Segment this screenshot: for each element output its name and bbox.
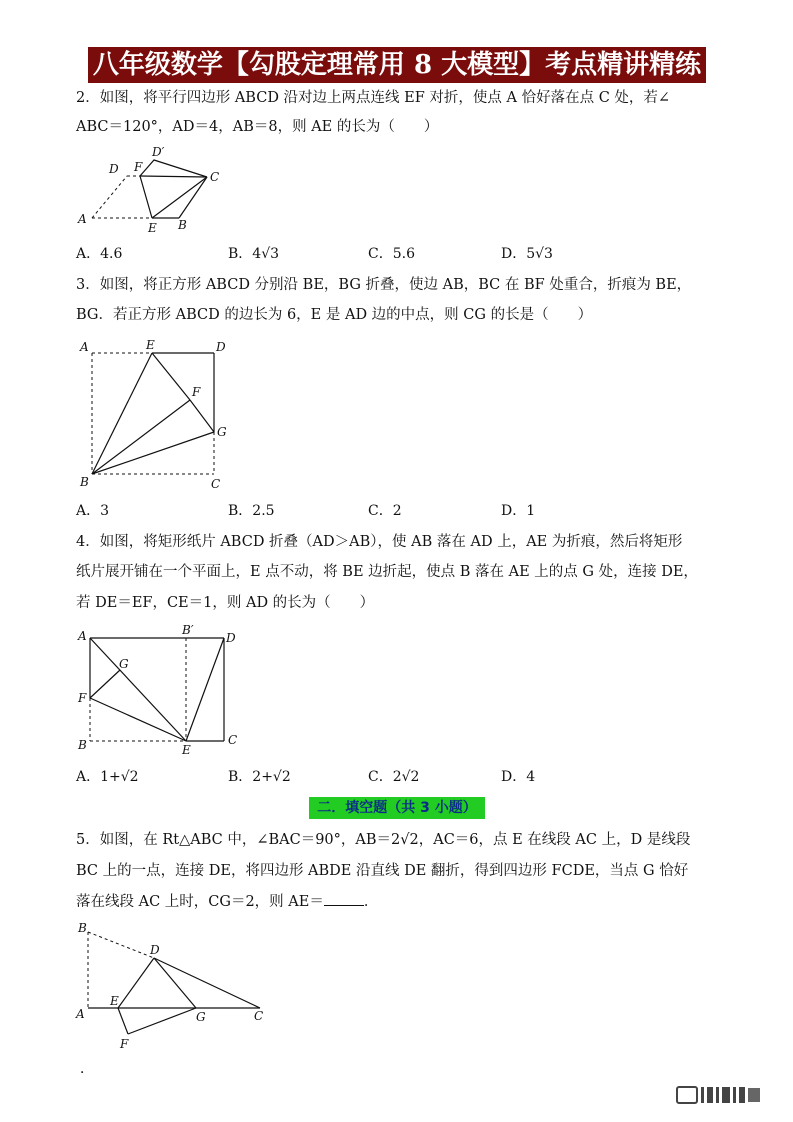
q2-label-f: F: [134, 160, 143, 174]
q5-figure: [72, 918, 272, 1054]
q4-option-c: C．2√2: [368, 769, 420, 785]
answer-blank[interactable]: [324, 891, 364, 906]
q4-label-b-prime: B′: [182, 623, 194, 637]
q3-option-a: A．3: [76, 503, 110, 519]
trailing-dot: ．: [80, 1061, 94, 1077]
q5-label-g: G: [196, 1010, 206, 1024]
q5-text-line3-end: ．: [363, 894, 379, 910]
q5-text-line3-main: 落在线段 AC 上时，CG＝2，则 AE＝: [76, 894, 324, 910]
q3-label-c: C: [211, 477, 221, 491]
q5-label-b: B: [78, 921, 87, 935]
q2-option-a: A．4.6: [76, 246, 123, 262]
q5-text-line3: [76, 891, 378, 912]
q4-label-b: B: [78, 738, 87, 752]
q4-label-e: E: [182, 743, 191, 757]
q4-option-b: B．2+√2: [228, 769, 291, 785]
page-title: 八年级数学【勾股定理常用 8 大模型】考点精讲精练: [88, 47, 706, 83]
q5-label-d: D: [150, 943, 160, 957]
q4-label-g: G: [119, 657, 129, 671]
q5-text-line1: 5．如图，在 Rt△ABC 中，∠BAC＝90°，AB＝2√2，AC＝6，点 E 在线段 AC 上，D 是线段: [76, 832, 691, 848]
q3-figure: [72, 333, 242, 491]
q3-label-a: A: [80, 340, 89, 354]
q2-label-b: B: [178, 218, 187, 232]
q5-label-e: E: [110, 994, 119, 1008]
q2-label-d-prime: D′: [152, 145, 165, 159]
q4-figure: [72, 622, 252, 760]
q5-label-c: C: [254, 1009, 264, 1023]
q3-label-g: G: [217, 425, 227, 439]
q4-label-a: A: [78, 629, 87, 643]
q5-label-f: F: [120, 1037, 129, 1051]
q4-text-line2: 纸片展开铺在一个平面上，E 点不动，将 BE 边折起，使点 B 落在 AE 上的点 G 处，连接 DE，: [76, 564, 698, 580]
q3-label-d: D: [216, 340, 226, 354]
q4-label-c: C: [228, 733, 238, 747]
q2-option-c: C．5.6: [368, 246, 415, 262]
q2-option-b: B．4√3: [228, 246, 280, 262]
q5-text-line2: BC 上的一点，连接 DE，将四边形 ABDE 沿直线 DE 翻折，得到四边形 FCDE，当点 G 恰好: [76, 863, 689, 879]
q3-text-line2: BG．若正方形 ABCD 的边长为 6，E 是 AD 边的中点，则 CG 的长是（ ）: [76, 307, 593, 323]
q2-label-e: E: [148, 221, 157, 235]
q3-label-e: E: [146, 338, 155, 352]
q3-option-d: D．1: [501, 503, 536, 519]
q2-text-line2: ABC＝120°，AD＝4，AB＝8，则 AE 的长为（ ）: [76, 119, 439, 135]
q4-label-f: F: [78, 691, 87, 705]
q2-label-c: C: [210, 170, 220, 184]
section-heading: 二．填空题（共 3 小题）: [309, 797, 485, 819]
q2-option-d: D．5√3: [501, 246, 553, 262]
q4-option-a: A．1+√2: [76, 769, 139, 785]
q3-label-b: B: [80, 475, 89, 489]
q5-label-a: A: [76, 1007, 85, 1021]
q4-label-d: D: [226, 631, 236, 645]
q2-label-d: D: [109, 162, 119, 176]
q2-text-line1: 2．如图，将平行四边形 ABCD 沿对边上两点连线 EF 对折，使点 A 恰好落在点 C 处，若∠: [76, 90, 671, 106]
q3-option-c: C．2: [368, 503, 402, 519]
q3-label-f: F: [192, 385, 201, 399]
watermark-icon: [676, 1085, 776, 1105]
q3-option-b: B．2.5: [228, 503, 275, 519]
q4-option-d: D．4: [501, 769, 536, 785]
q2-label-a: A: [78, 212, 87, 226]
q4-text-line1: 4．如图，将矩形纸片 ABCD 折叠（AD＞AB），使 AB 落在 AD 上，AE 为折痕，然后将矩形: [76, 534, 683, 550]
q4-text-line3: 若 DE＝EF，CE＝1，则 AD 的长为（ ）: [76, 595, 375, 611]
q2-figure: [72, 143, 232, 235]
q3-text-line1: 3．如图，将正方形 ABCD 分别沿 BE，BG 折叠，使边 AB，BC 在 BF 处重合，折痕为 BE，: [76, 277, 692, 293]
